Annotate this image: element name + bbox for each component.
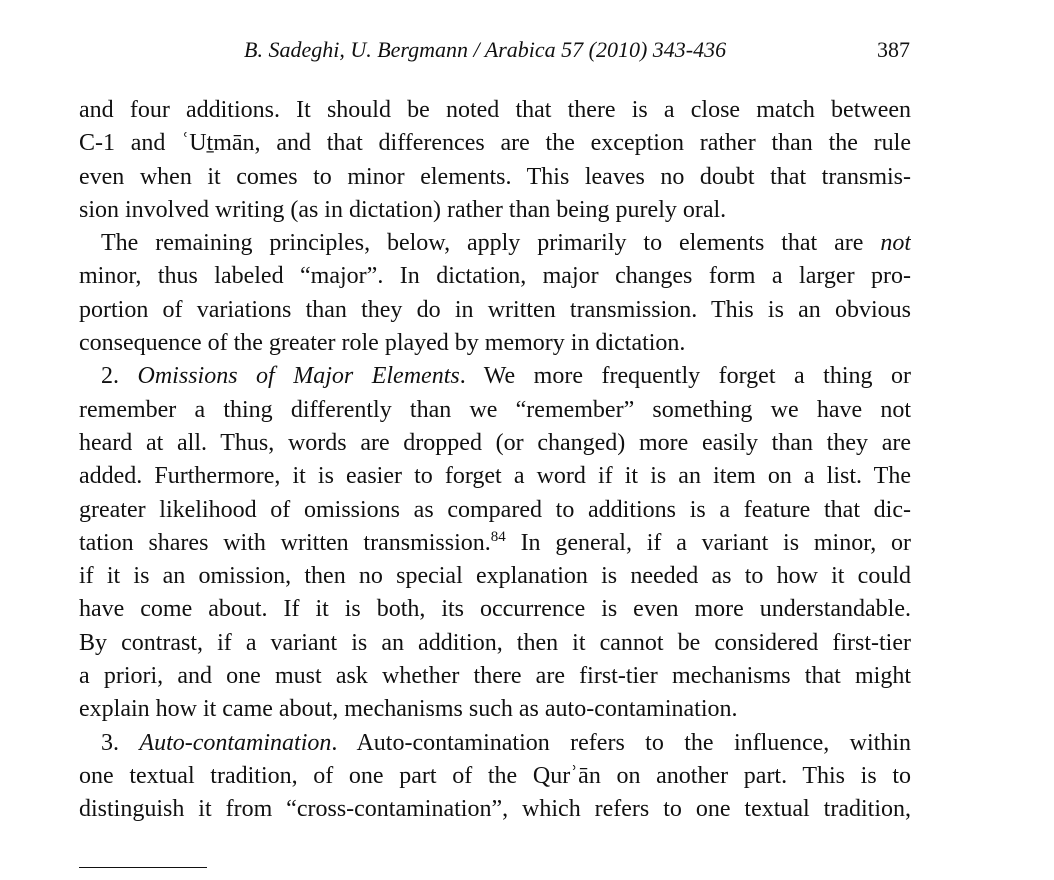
text-line-18: a priori, and one must ask whether there are first-tier mechanisms that might <box>79 663 911 690</box>
text-line-13: greater likelihood of omissions as compared to additions is a feature that dic- <box>79 496 911 523</box>
text-line-19: explain how it came about, mechanisms such as auto-contamination. <box>79 696 738 723</box>
footnote-rule <box>79 867 207 868</box>
text-line-6: minor, thus labeled “major”. In dictation, major changes form a larger pro- <box>79 263 911 290</box>
text-line-15: if it is an omission, then no special explanation is needed as to how it could <box>79 563 911 590</box>
text-line-20: 3. Auto-contamination. Auto-contamination refers to the influence, within <box>101 729 911 756</box>
text-line-7: portion of variations than they do in written transmission. This is an obvious <box>79 296 911 323</box>
text-line-11: heard at all. Thus, words are dropped (or changed) more easily than they are <box>79 429 911 456</box>
text-line-8: consequence of the greater role played by memory in dictation. <box>79 330 686 357</box>
text-line-17: By contrast, if a variant is an addition, then it cannot be considered first-tier <box>79 629 911 656</box>
text-line-22: distinguish it from “cross-contamination”, which refers to one textual tradition, <box>79 796 911 823</box>
text-line-10: remember a thing differently than we “remember” something we have not <box>79 396 911 423</box>
text-line-9: 2. Omissions of Major Elements. We more frequently forget a thing or <box>101 363 911 390</box>
text-line-16: have come about. If it is both, its occurrence is even more understandable. <box>79 596 911 623</box>
text-line-3: even when it comes to minor elements. This leaves no doubt that transmis- <box>79 163 911 190</box>
text-line-2: C-1 and ʿUṯmān, and that differences are the exception rather than the rule <box>79 130 911 157</box>
text-line-1: and four additions. It should be noted that there is a close match between <box>79 97 911 123</box>
page-number: 387 <box>877 37 910 62</box>
text-line-12: added. Furthermore, it is easier to forget a word if it is an item on a list. The <box>79 463 911 490</box>
text-line-21: one textual tradition, of one part of the Qurʾān on another part. This is to <box>79 762 911 789</box>
running-head: B. Sadeghi, U. Bergmann / Arabica 57 (2010) 343-436 <box>244 37 727 62</box>
text-line-4: sion involved writing (as in dictation) rather than being purely oral. <box>79 196 727 223</box>
page-header <box>0 30 1054 70</box>
text-line-5: The remaining principles, below, apply primarily to elements that are not <box>101 230 911 257</box>
text-line-14: tation shares with written transmission.$^{84}$ In general, if a variant is minor, or <box>79 528 911 556</box>
body-text <box>79 94 911 827</box>
